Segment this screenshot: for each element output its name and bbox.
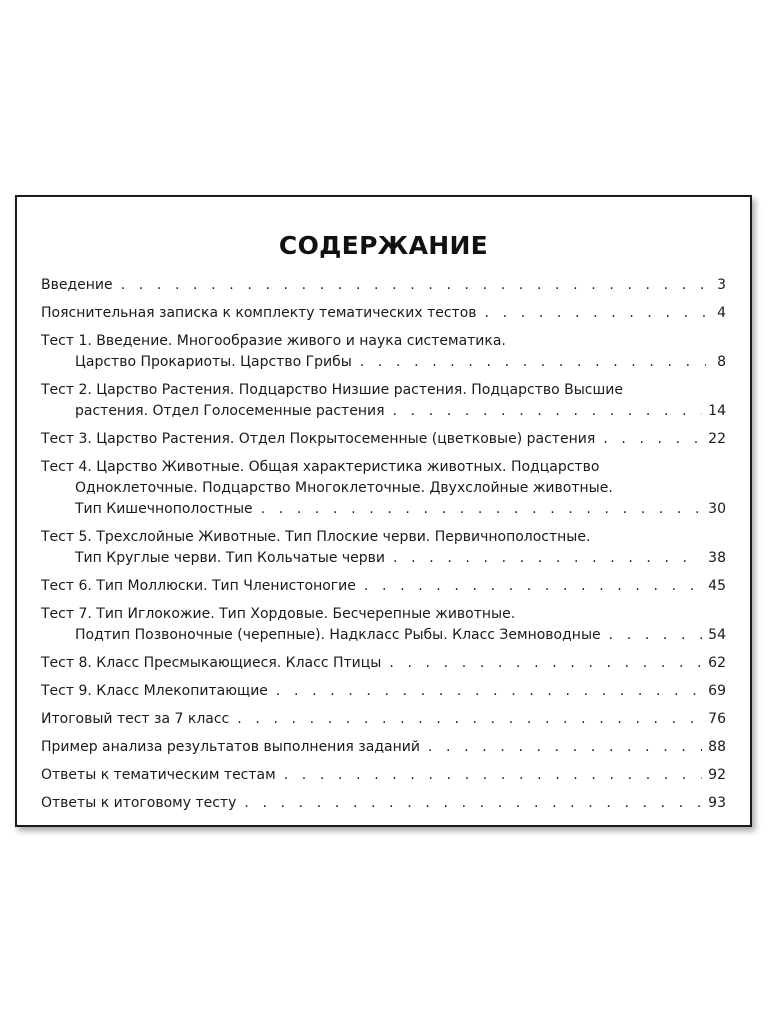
toc-page-number: 88: [708, 739, 726, 755]
toc-entry-continuation-line: [41, 478, 726, 499]
toc-entry-text: Одноклеточные. Подцарство Многоклеточные. Двухслойные животные.: [75, 480, 613, 496]
toc-page-number: 4: [717, 305, 726, 321]
toc-page-number: 69: [708, 683, 726, 699]
toc-entry-text: Ответы к тематическим тестам: [41, 767, 276, 783]
toc-entry-text: Пояснительная записка к комплекту тематических тестов: [41, 305, 477, 321]
toc-entry-text: Тест 2. Царство Растения. Подцарство Низшие растения. Подцарство Высшие: [41, 382, 623, 398]
toc-page-number: 14: [708, 403, 726, 419]
toc-entry: [41, 604, 726, 646]
dot-leader: [393, 548, 702, 569]
dot-leader: [603, 429, 702, 450]
toc-entry-text: Подтип Позвоночные (черепные). Надкласс Рыбы. Класс Земноводные: [75, 627, 601, 643]
toc-entry-line: [41, 576, 726, 597]
toc-entry-text: растения. Отдел Голосеменные растения: [75, 403, 385, 419]
toc-page-number: 38: [708, 550, 726, 566]
table-of-contents: [41, 275, 726, 821]
toc-entry-text: Тест 6. Тип Моллюски. Тип Членистоногие: [41, 578, 356, 594]
toc-page-number: 30: [708, 501, 726, 517]
page-title: СОДЕРЖАНИЕ: [278, 231, 489, 260]
toc-entry-line: [41, 429, 726, 450]
toc-entry-text: Тест 5. Трехслойные Животные. Тип Плоские черви. Первичнополостные.: [41, 529, 591, 545]
toc-entry: [41, 737, 726, 758]
dot-leader: [244, 793, 702, 814]
dot-leader: [609, 625, 703, 646]
toc-entry-line: [41, 275, 726, 296]
dot-leader: [237, 709, 702, 730]
dot-leader: [393, 401, 703, 422]
toc-entry-line: [41, 331, 726, 352]
toc-entry-line: [41, 653, 726, 674]
toc-entry: [41, 576, 726, 597]
toc-entry: [41, 653, 726, 674]
toc-page-number: 93: [708, 795, 726, 811]
toc-entry-continuation-line: [41, 352, 726, 373]
contents-frame: [15, 195, 752, 827]
toc-entry: [41, 303, 726, 324]
toc-entry-text: Тест 7. Тип Иглокожие. Тип Хордовые. Бесчерепные животные.: [41, 606, 516, 622]
toc-entry-text: Тест 3. Царство Растения. Отдел Покрытосеменные (цветковые) растения: [41, 431, 596, 447]
toc-entry: [41, 765, 726, 786]
toc-entry: [41, 331, 726, 373]
toc-entry: [41, 709, 726, 730]
toc-entry: [41, 527, 726, 569]
dot-leader: [121, 275, 706, 296]
toc-entry: [41, 681, 726, 702]
toc-entry: [41, 429, 726, 450]
dot-leader: [276, 681, 702, 702]
dot-leader: [360, 352, 706, 373]
toc-entry: [41, 380, 726, 422]
toc-entry-line: [41, 527, 726, 548]
toc-page-number: 54: [708, 627, 726, 643]
dot-leader: [284, 765, 702, 786]
toc-entry-text: Тип Круглые черви. Тип Кольчатые черви: [75, 550, 386, 566]
dot-leader: [364, 576, 702, 597]
toc-entry-text: Царство Прокариоты. Царство Грибы: [75, 354, 352, 370]
dot-leader: [389, 653, 702, 674]
toc-entry-text: Тип Кишечнополостные: [75, 501, 253, 517]
toc-entry-text: Итоговый тест за 7 класс: [41, 711, 230, 727]
toc-entry-line: [41, 765, 726, 786]
toc-entry-text: Введение: [41, 277, 113, 293]
toc-entry-text: Тест 1. Введение. Многообразие живого и наука систематика.: [41, 333, 506, 349]
toc-page-number: 3: [717, 277, 726, 293]
toc-entry-continuation-line: [41, 548, 726, 569]
dot-leader: [261, 499, 703, 520]
toc-page-number: 76: [708, 711, 726, 727]
toc-page-number: 22: [708, 431, 726, 447]
toc-page-number: 8: [717, 354, 726, 370]
toc-entry: [41, 275, 726, 296]
toc-entry-line: [41, 380, 726, 401]
toc-entry-text: Пример анализа результатов выполнения заданий: [41, 739, 420, 755]
toc-entry-continuation-line: [41, 401, 726, 422]
toc-entry-line: [41, 793, 726, 814]
toc-entry-text: Ответы к итоговому тесту: [41, 795, 237, 811]
toc-entry-text: Тест 4. Царство Животные. Общая характеристика животных. Подцарство: [41, 459, 600, 475]
toc-entry: [41, 457, 726, 520]
toc-entry-text: Тест 9. Класс Млекопитающие: [41, 683, 268, 699]
toc-entry-continuation-line: [41, 625, 726, 646]
toc-entry-line: [41, 737, 726, 758]
toc-entry-line: [41, 681, 726, 702]
toc-entry: [41, 793, 726, 814]
dot-leader: [485, 303, 706, 324]
toc-page-number: 62: [708, 655, 726, 671]
toc-entry-line: [41, 709, 726, 730]
toc-entry-line: [41, 303, 726, 324]
toc-page-number: 45: [708, 578, 726, 594]
dot-leader: [428, 737, 702, 758]
toc-entry-continuation-line: [41, 499, 726, 520]
toc-entry-text: Тест 8. Класс Пресмыкающиеся. Класс Птицы: [41, 655, 382, 671]
toc-page-number: 92: [708, 767, 726, 783]
toc-entry-line: [41, 457, 726, 478]
toc-entry-line: [41, 604, 726, 625]
